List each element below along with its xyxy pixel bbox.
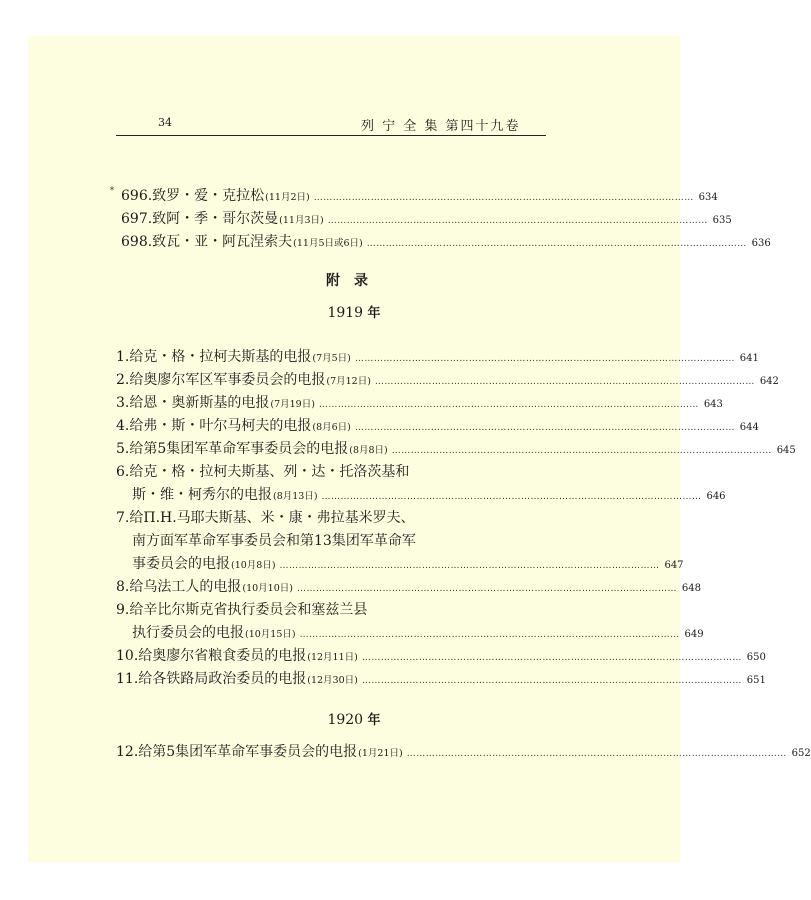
entry-title: 2.给奥廖尔军区军事委员会的电报 [116,372,326,388]
toc-entry [116,438,796,461]
entry-title: 8.给乌法工人的电报 [116,579,242,595]
toc-entry-line [116,668,766,693]
entry-title: 致阿・季・哥尔茨曼 [152,211,279,227]
entry-title: 4.给弗・斯・叶尔马柯夫的电报 [116,418,312,434]
entry-page-number: 651 [746,675,766,686]
entry-page-number: 652 [791,748,811,759]
entry-title: 致罗・爱・克拉松 [152,188,265,204]
dot-leader: ………………………………………………………………………………………………………… [361,653,742,663]
appendix-heading: 附录 [326,273,382,289]
entry-date: (10月15日) [245,629,296,640]
dot-leader: ………………………………………………………………………………………………………… [279,561,660,571]
entry-page-number: 648 [681,583,701,594]
entry-date: (8月13日) [273,491,318,502]
entry-page-number: 649 [684,629,704,640]
entry-continued-line: 9.给辛比尔斯克省执行委员会和塞兹兰县 [116,602,368,618]
dot-leader: ………………………………………………………………………………………………………… [327,216,708,226]
toc-entry [116,553,684,576]
page-number: 34 [158,116,172,129]
entry-page-number: 641 [739,353,759,364]
dot-leader: ………………………………………………………………………………………………………… [374,377,755,387]
year-number: 1920 [327,712,364,728]
entry-continued-line: 7.给П.Н.马耶夫斯基、米・康・弗拉基米罗夫、 [116,510,415,526]
toc-entry-line [116,346,759,371]
entry-page-number: 647 [664,560,684,571]
toc-entry-line [132,553,684,578]
letter-entry [116,231,771,254]
entry-date: (11月3日) [279,215,324,226]
dot-leader: ………………………………………………………………………………………………………… [299,630,680,640]
toc-entry [116,392,723,415]
entry-page-number: 650 [746,652,766,663]
letter-entry [110,185,718,208]
entry-title: 12.给第5集团军革命军事委员会的电报 [116,744,358,760]
entry-continued-line: 6.给克・格・拉柯夫斯基、列・达・托洛茨基和 [116,464,410,480]
year-number: 1919 [327,305,364,321]
entry-title: 5.给第5集团军革命军事委员会的电报 [116,441,349,457]
entry-page-number: 636 [751,238,771,249]
toc-entry [116,346,759,369]
toc-entry-line [121,208,732,233]
entry-number: 697. [121,211,153,227]
toc-entry [116,741,811,764]
toc-entry [116,369,779,392]
toc-entry [116,645,766,668]
toc-entry-line [116,369,779,394]
toc-entry-line [116,415,759,440]
telegrams-1920-list [116,741,811,764]
entry-date: (8月8日) [349,445,388,456]
entry-date: (11月5日或6日) [293,238,363,249]
dot-leader: ………………………………………………………………………………………………………… [391,446,772,456]
entry-continued-line: 南方面军革命军事委员会和第13集团军革命军 [132,533,416,549]
entry-title: 11.给各铁路局政治委员的电报 [116,671,307,687]
year-suffix: 年 [367,713,381,728]
entry-number: 698. [121,234,153,250]
entry-number: 696. [121,188,153,204]
running-header [116,115,546,136]
toc-entry [116,415,759,438]
entry-page-number: 643 [703,399,723,410]
letter-entry [116,208,732,231]
toc-entry-line [116,645,766,670]
entry-page-number: 646 [706,491,726,502]
entry-title: 1.给克・格・拉柯夫斯基的电报 [116,349,312,365]
toc-entry-line [116,392,723,417]
entry-title: 事委员会的电报 [132,556,230,572]
entry-page-number: 645 [776,445,796,456]
entry-date: (7月19日) [270,399,315,410]
entry-date: (1月21日) [358,748,403,759]
entry-date: (8月6日) [312,422,351,433]
toc-entry [116,668,766,691]
entry-title: 执行委员会的电报 [132,625,244,641]
dot-leader: ………………………………………………………………………………………………………… [361,676,742,686]
dot-leader: ………………………………………………………………………………………………………… [354,423,735,433]
toc-entry-line [116,741,811,766]
entry-page-number: 644 [739,422,759,433]
year-suffix: 年 [367,306,381,321]
entry-date: (11月2日) [265,192,310,203]
entry-date: (7月5日) [312,353,351,364]
toc-entry-line [116,576,701,601]
asterisk-mark: * [110,186,114,195]
entry-date: (10月10日) [242,583,293,594]
entry-date: (7月12日) [326,376,371,387]
dot-leader: ………………………………………………………………………………………………………… [321,492,702,502]
letters-list [110,185,771,254]
entry-title: 3.给恩・奥新斯基的电报 [116,395,270,411]
telegrams-1919-list [116,346,796,691]
year-heading-1920 [0,709,708,728]
toc-entry [116,622,704,645]
dot-leader: ………………………………………………………………………………………………………… [318,400,699,410]
entry-page-number: 642 [759,376,779,387]
dot-leader: ………………………………………………………………………………………………………… [354,354,735,364]
entry-title: 10.给奥廖尔省粮食委员的电报 [116,648,307,664]
toc-entry [116,576,701,599]
toc-entry-line [116,438,796,463]
entry-date: (10月8日) [231,560,276,571]
dot-leader: ………………………………………………………………………………………………………… [296,584,677,594]
entry-date: (12月30日) [307,675,358,686]
toc-entry-line [132,484,726,509]
entry-date: (12月11日) [307,652,358,663]
toc-entry-line [121,185,718,210]
toc-entry-line [132,622,704,647]
year-heading-1919 [0,302,708,321]
dot-leader: ………………………………………………………………………………………………………… [366,239,747,249]
entry-page-number: 634 [698,192,718,203]
running-title: 列 宁 全 集 第四十九卷 [361,119,521,134]
entry-title: 斯・维・柯秀尔的电报 [132,487,272,503]
entry-title: 致瓦・亚・阿瓦涅索夫 [152,234,293,250]
toc-entry-line [121,231,771,256]
toc-entry [116,484,726,507]
dot-leader: ………………………………………………………………………………………………………… [406,749,787,759]
dot-leader: ………………………………………………………………………………………………………… [313,193,694,203]
entry-page-number: 635 [712,215,732,226]
